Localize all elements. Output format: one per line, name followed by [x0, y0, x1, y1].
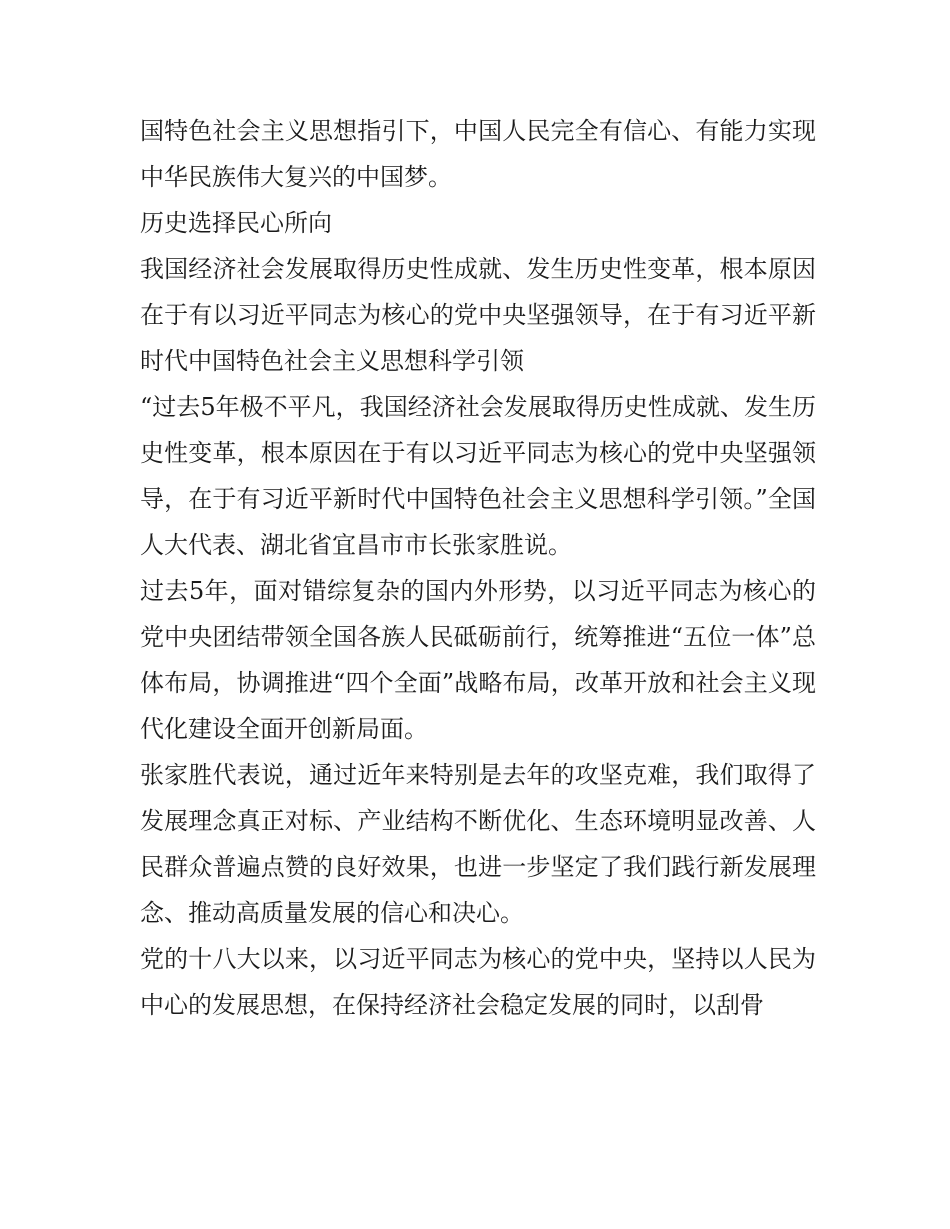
paragraph-past-five-years: 过去5年，面对错综复杂的国内外形势，以习近平同志为核心的党中央团结带领全国各族人民砥砺前行，统筹推进“五位一体”总体布局，协调推进“四个全面”战略布局，改革开放和社会主义现代化建设全面开创新局面。 — [140, 577, 816, 743]
paragraph-representative-remarks: 张家胜代表说，通过近年来特别是去年的攻坚克难，我们取得了发展理念真正对标、产业结构不断优化、生态环境明显改善、人民群众普遍点赞的良好效果，也进一步坚定了我们践行新发展理念、推动高质量发展的信心和决心。 — [140, 761, 816, 927]
paragraph-quote: “过去5年极不平凡，我国经济社会发展取得历史性成就、发生历史性变革，根本原因在于有以习近平同志为核心的党中央坚强领导，在于有习近平新时代中国特色社会主义思想科学引领。”全国人大代表、湖北省宜昌市市长张家胜说。 — [140, 393, 816, 559]
paragraph-since-18th-congress: 党的十八大以来，以习近平同志为核心的党中央，坚持以人民为中心的发展思想，在保持经济社会稳定发展的同时，以刮骨 — [140, 945, 816, 1019]
document-body — [140, 108, 816, 1028]
paragraph-intro-continuation: 国特色社会主义思想指引下，中国人民完全有信心、有能力实现中华民族伟大复兴的中国梦。 — [140, 117, 816, 191]
paragraph-summary: 我国经济社会发展取得历史性成就、发生历史性变革，根本原因在于有以习近平同志为核心的党中央坚强领导，在于有习近平新时代中国特色社会主义思想科学引领 — [140, 255, 816, 375]
section-heading: 历史选择民心所向 — [140, 209, 332, 237]
